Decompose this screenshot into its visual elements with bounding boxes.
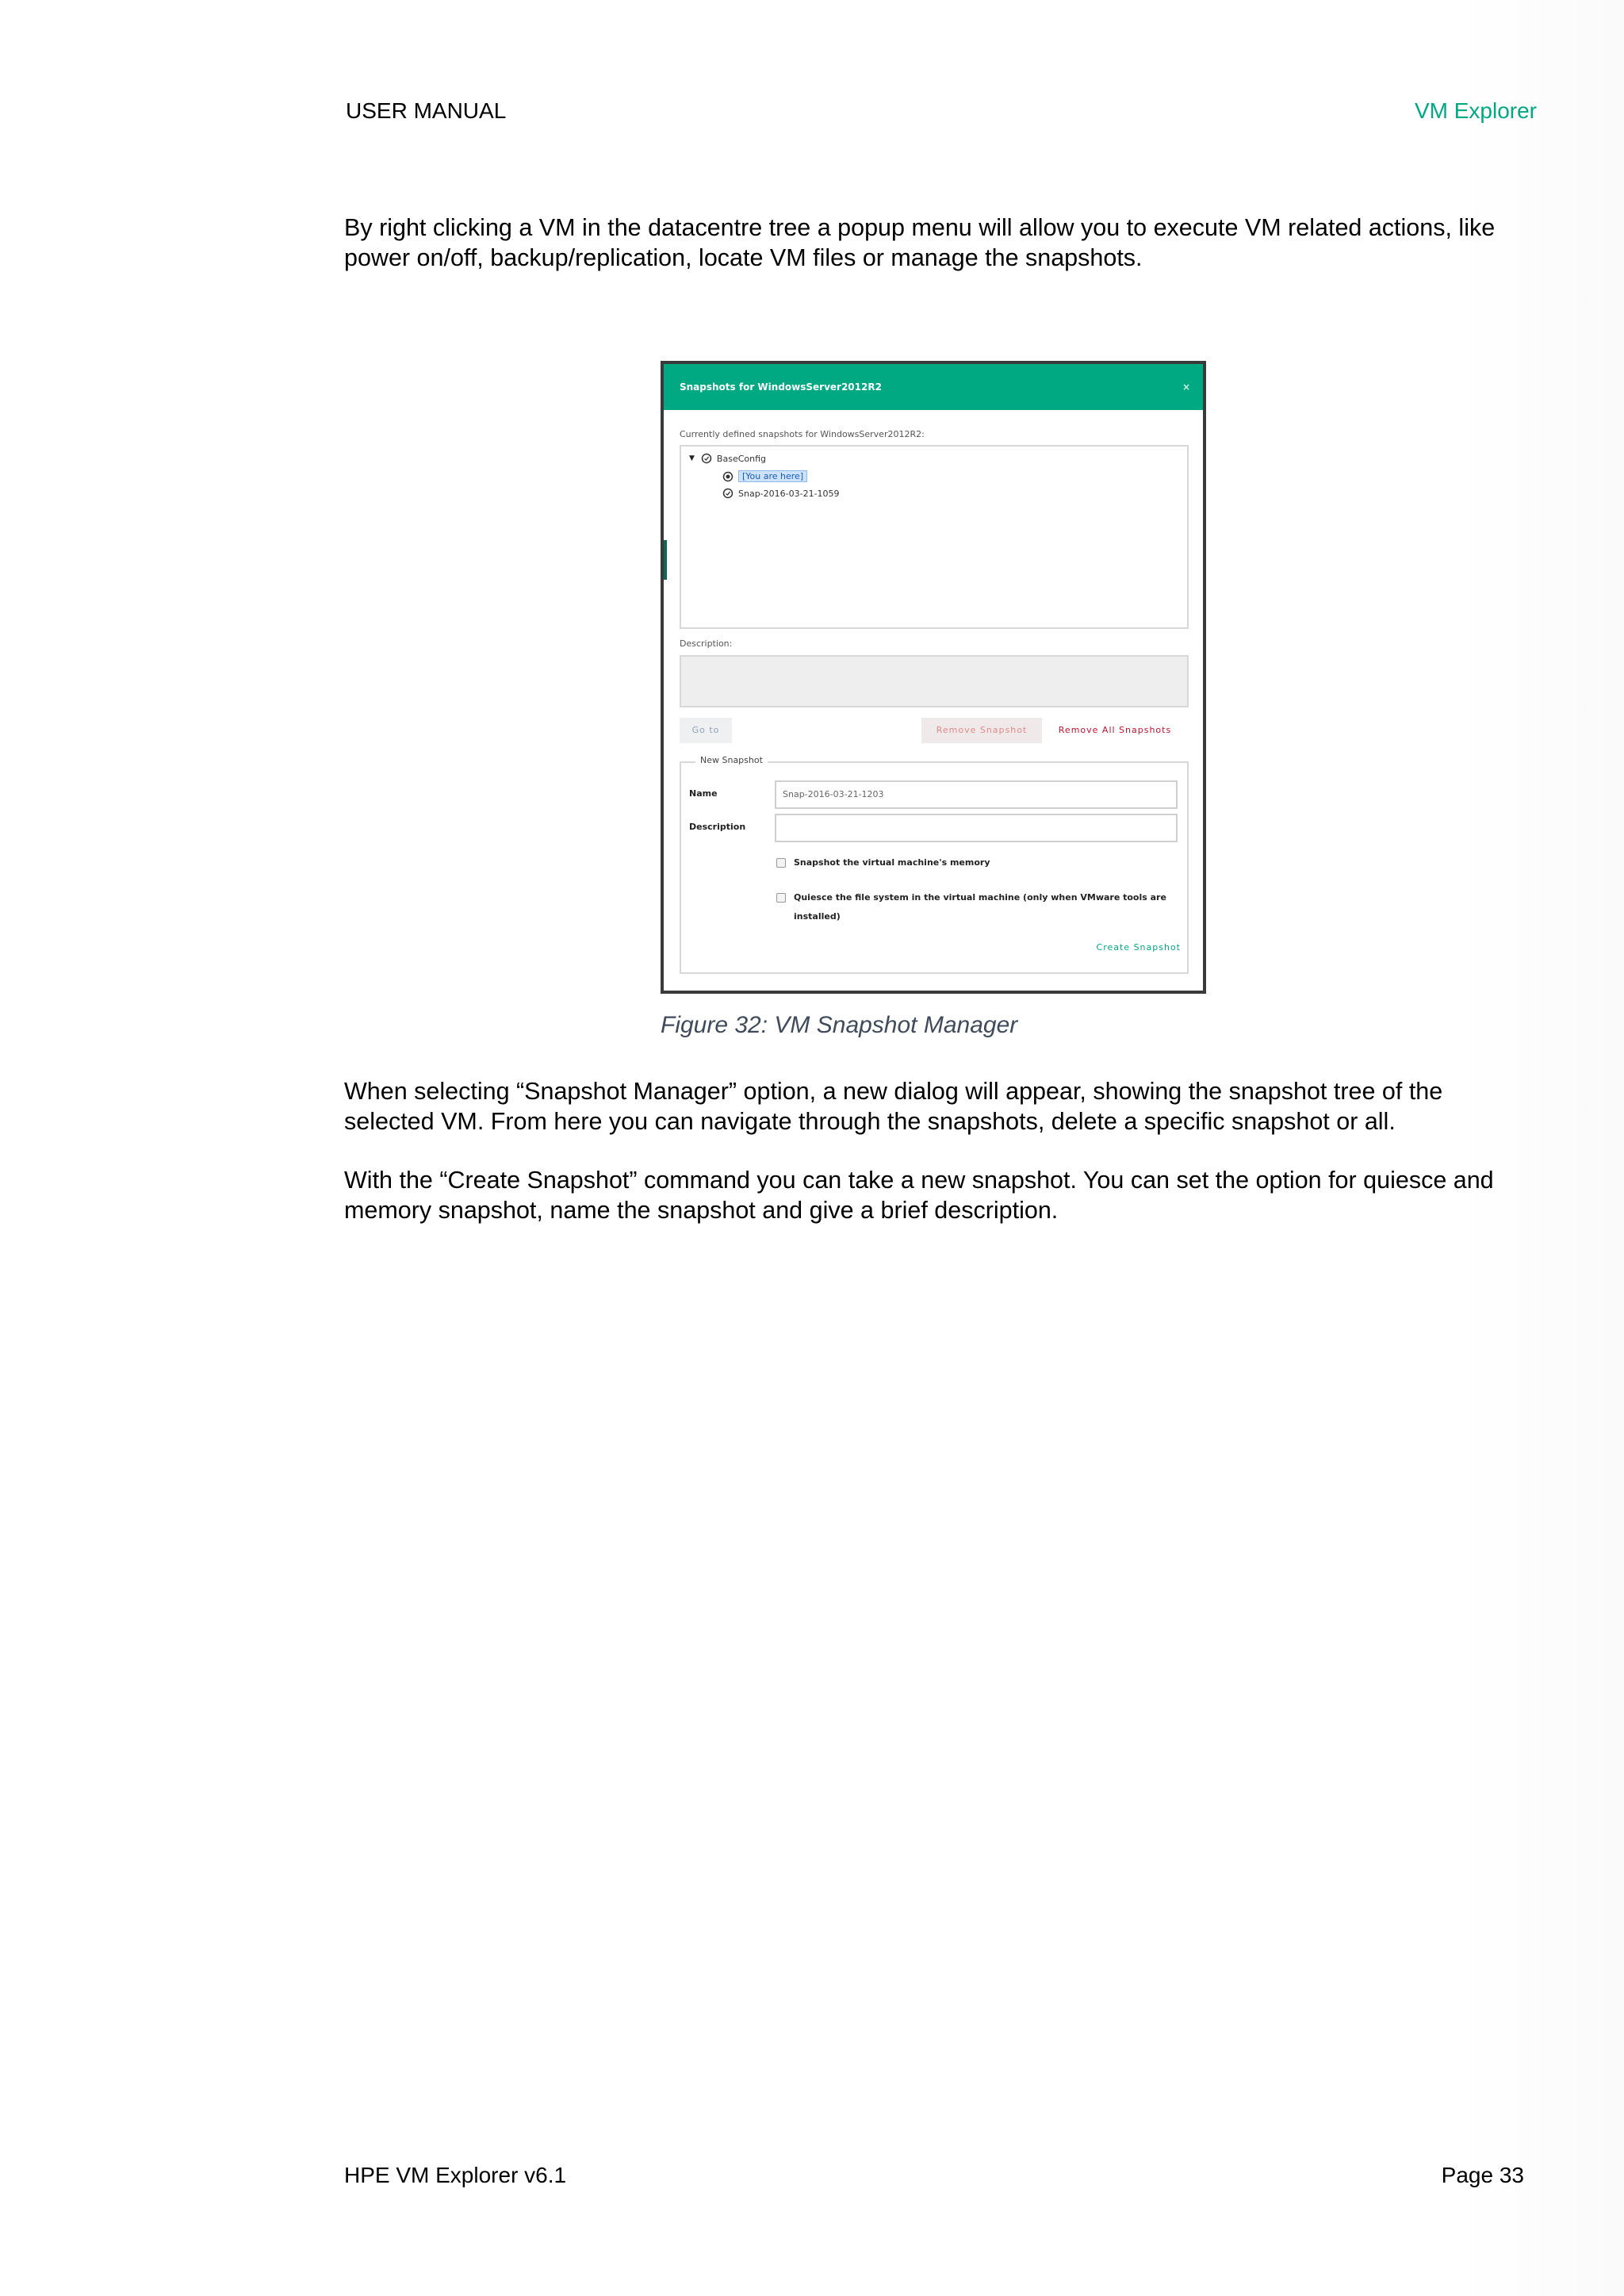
dialog-explanation-paragraph <box>344 1076 1534 1137</box>
snapshot-description-input[interactable] <box>775 814 1178 842</box>
header-doc-type: USER MANUAL <box>346 98 507 123</box>
snapshot-clock-icon <box>722 488 733 499</box>
tree-node-current[interactable] <box>722 470 807 482</box>
close-icon[interactable]: × <box>1182 381 1190 393</box>
description-display <box>680 655 1189 707</box>
expand-triangle-icon[interactable]: ▼ <box>689 454 695 462</box>
goto-button[interactable]: Go to <box>680 718 732 743</box>
background-window-edge <box>664 540 667 580</box>
header-product: VM Explorer <box>1414 98 1537 123</box>
description-field-label: Description <box>689 822 746 832</box>
intro-line: power on/off, backup/replication, locate VM files or manage the snapshots. <box>344 244 1143 271</box>
snapshot-tree[interactable] <box>680 445 1189 629</box>
intro-line: By right clicking a VM in the datacentre tree a popup menu will allow you to execute VM related actions, like <box>344 214 1496 241</box>
dialog-titlebar <box>664 364 1203 410</box>
current-state-icon <box>722 471 733 482</box>
memory-checkbox-label: Snapshot the virtual machine's memory <box>794 857 990 868</box>
new-snapshot-legend: New Snapshot <box>695 755 768 765</box>
snapshot-clock-icon <box>701 453 712 464</box>
figure-caption: Figure 32: VM Snapshot Manager <box>661 1012 1018 1038</box>
new-snapshot-group <box>680 755 1189 974</box>
footer-page-number: Page 33 <box>1441 2163 1524 2187</box>
tree-node-label: Snap-2016-03-21-1059 <box>738 488 840 499</box>
tree-node-snapshot[interactable] <box>722 488 840 499</box>
intro-paragraph <box>344 213 1534 273</box>
tree-label: Currently defined snapshots for WindowsServer2012R2: <box>680 429 925 439</box>
description-label: Description: <box>680 638 733 649</box>
name-label: Name <box>689 788 718 799</box>
tree-node-label: [You are here] <box>738 470 807 482</box>
tree-node-label: BaseConfig <box>716 453 767 464</box>
memory-checkbox[interactable] <box>776 858 786 868</box>
snapshot-manager-figure <box>661 361 1206 994</box>
page-edge-shade <box>1459 0 1624 2296</box>
footer-product-version: HPE VM Explorer v6.1 <box>344 2163 567 2187</box>
paragraph-line: When selecting “Snapshot Manager” option, a new dialog will appear, showing the snapshot tree of the <box>344 1078 1443 1105</box>
quiesce-checkbox[interactable] <box>776 893 786 903</box>
create-snapshot-paragraph <box>344 1165 1534 1225</box>
remove-all-snapshots-button[interactable]: Remove All Snapshots <box>1058 725 1172 735</box>
quiesce-checkbox-label: Quiesce the file system in the virtual machine (only when VMware tools are installed) <box>794 892 1166 922</box>
remove-snapshot-button[interactable]: Remove Snapshot <box>921 718 1042 743</box>
paragraph-line: selected VM. From here you can navigate through the snapshots, delete a specific snapshot or all. <box>344 1108 1396 1135</box>
create-snapshot-button[interactable]: Create Snapshot <box>1096 942 1181 953</box>
paragraph-line: With the “Create Snapshot” command you can take a new snapshot. You can set the option for quiesce and <box>344 1167 1494 1194</box>
paragraph-line: memory snapshot, name the snapshot and give a brief description. <box>344 1197 1059 1224</box>
dialog-title: Snapshots for WindowsServer2012R2 <box>680 381 882 393</box>
snapshot-name-input[interactable]: Snap-2016-03-21-1203 <box>775 780 1178 809</box>
tree-node-root[interactable] <box>689 453 766 464</box>
